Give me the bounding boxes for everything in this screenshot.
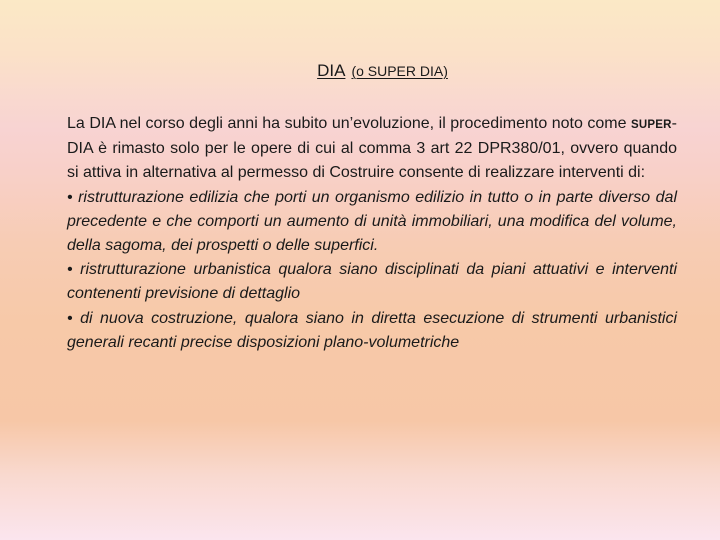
intro-text: nel corso degli anni ha subito un’evoluzione, il procedimento noto come	[115, 115, 632, 132]
intro-superdia: -DIA	[67, 115, 677, 158]
bullet-item: • di nuova costruzione, qualora siano in diretta esecuzione di strumenti urbanistici generali recanti precise disposizioni plano-volumetriche	[67, 309, 677, 351]
intro-dia: DIA	[89, 115, 116, 132]
intro-super-label: SUPER	[631, 119, 672, 131]
intro-text: La	[67, 115, 90, 132]
title-subtitle: (o SUPER DIA)	[351, 63, 448, 79]
intro-text: è rimasto solo per le opere di cui al comma 3 art 22 DPR380/01, ovvero quando si attiva in alternativa al permesso di Costruire consente di realizzare interventi di:	[67, 140, 677, 182]
intro-paragraph	[67, 112, 677, 186]
slide-title	[0, 61, 720, 81]
bullet-item: • ristrutturazione edilizia che porti un organismo edilizio in tutto o in parte diverso dal precedente e che comporti un aumento di unità immobiliari, una modifica del volume, della sagoma, dei prospetti o delle superfici.	[67, 188, 677, 255]
bullet-item: • ristrutturazione urbanistica qualora siano disciplinati da piani attuativi e interventi contenenti previsione di dettaglio	[67, 261, 677, 303]
body-text	[67, 112, 677, 355]
title-main: DIA	[317, 61, 346, 80]
